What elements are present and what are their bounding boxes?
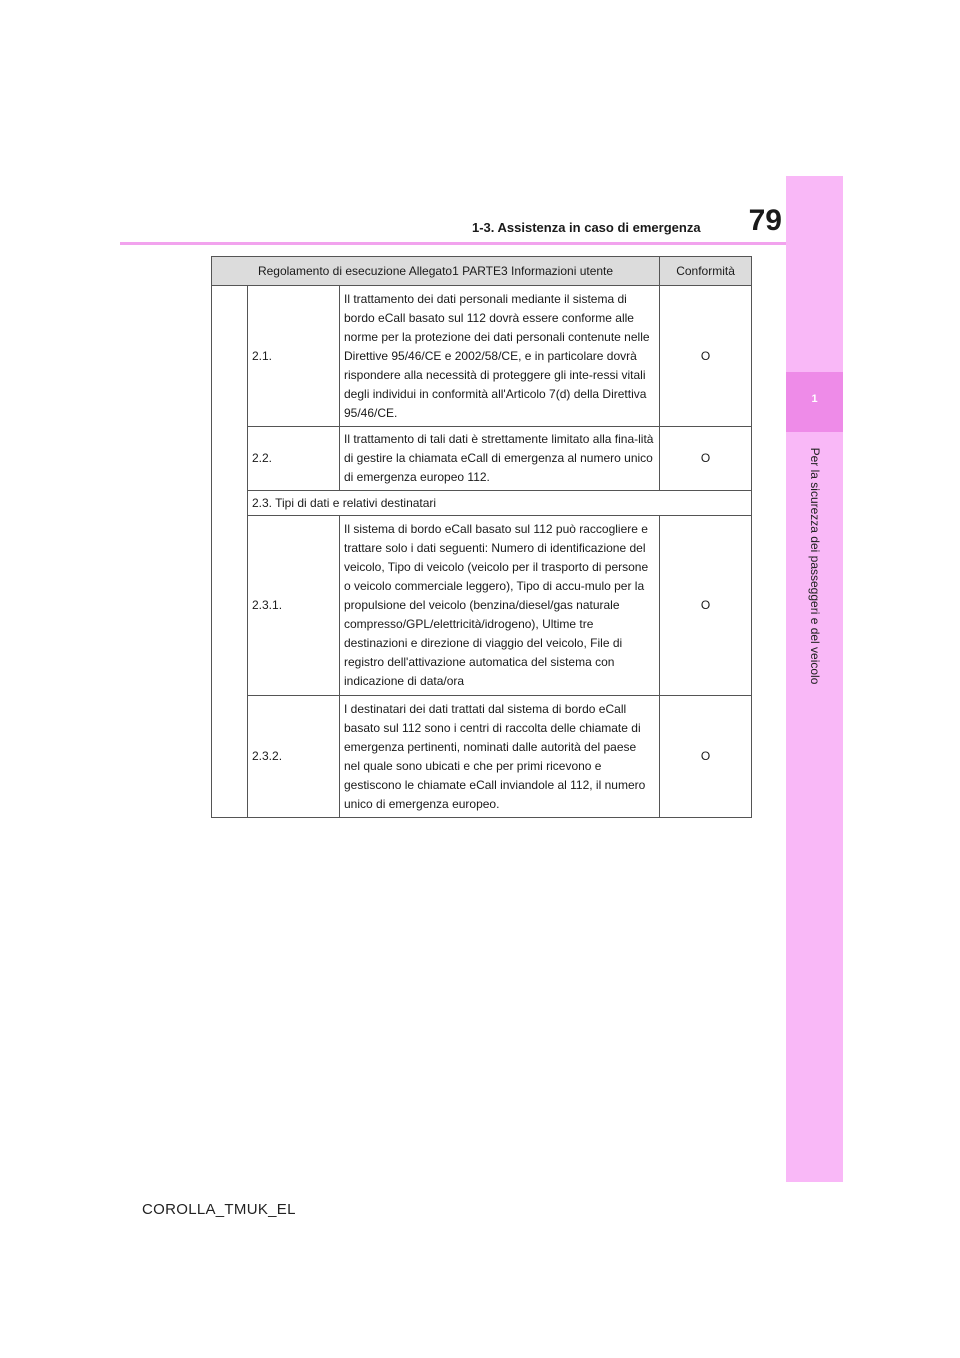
row-number: 2.2. [248, 427, 340, 491]
row-conformity: O [660, 696, 752, 818]
row-number: 2.3.2. [248, 696, 340, 818]
table-row [212, 516, 752, 696]
page-number: 79 [748, 204, 782, 237]
header-regulation: Regolamento di esecuzione Allegato1 PARTE3 Informazioni utente [212, 257, 660, 286]
row-text: Il sistema di bordo eCall basato sul 112 può raccogliere e trattare solo i dati seguenti: Numero di identificazione del veicolo, Tipo di veicolo (veicolo per il trasporto di persone o veicolo commerciale leggero), Tipo di accu-mulo per la propulsione del veicolo (benzina/diesel/gas naturale compresso/GPL/elettricità/idrogeno), Ultime tre destinazioni e direzione di viaggio del veicolo, File di registro dell'attivazione automatica del sistema con indicazione di data/ora [340, 516, 660, 696]
table-header-row [212, 257, 752, 286]
footer-code: COROLLA_TMUK_EL [142, 1201, 296, 1218]
row-number: 2.1. [248, 286, 340, 427]
row-conformity: O [660, 427, 752, 491]
chapter-title: Per la sicurezza dei passeggeri e del veicolo [808, 447, 822, 685]
table-group-row [212, 491, 752, 516]
table-row [212, 286, 752, 427]
row-text: Il trattamento dei dati personali mediante il sistema di bordo eCall basato sul 112 dovrà essere conforme alle norme per la protezione dei dati personali contenute nelle Direttive 95/46/CE e 2002/58/CE, e in particolare dovrà rispondere alla necessità di proteggere gli inte-ressi vitali degli individui in conformità all'Articolo 7(d) della Direttiva 95/46/CE. [340, 286, 660, 427]
group-title: 2.3. Tipi di dati e relativi destinatari [248, 491, 752, 516]
table-row [212, 427, 752, 491]
row-text: I destinatari dei dati trattati dal sistema di bordo eCall basato sul 112 sono i centri di raccolta delle chiamate di emergenza pertinenti, nominati dalle autorità del paese nel quale sono ubicati e che per primi ricevono e gestiscono le chiamate eCall inviandole al 112, il numero unico di emergenza europeo. [340, 696, 660, 818]
row-number: 2.3.1. [248, 516, 340, 696]
row-text: Il trattamento di tali dati è strettamente limitato alla fina-lità di gestire la chiamata eCall di emergenza al numero unico di emergenza europeo 112. [340, 427, 660, 491]
header-conformity: Conformità [660, 257, 752, 286]
row-conformity: O [660, 516, 752, 696]
chapter-number: 1 [811, 393, 818, 405]
row-conformity: O [660, 286, 752, 427]
header-rule [120, 242, 786, 245]
table-row [212, 696, 752, 818]
indent-cell [212, 286, 248, 818]
section-title: 1-3. Assistenza in caso di emergenza [472, 220, 701, 235]
regulation-table [211, 256, 752, 818]
